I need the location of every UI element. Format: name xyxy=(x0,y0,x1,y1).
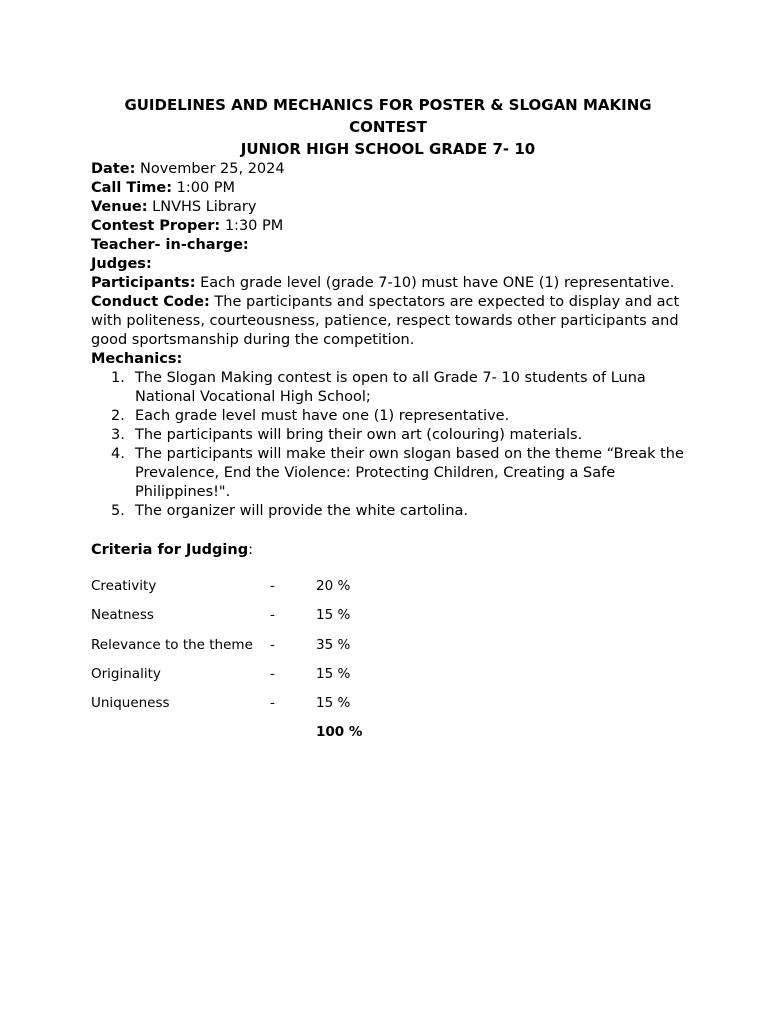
criterion-name: Neatness xyxy=(91,607,154,624)
list-item-number: 2. xyxy=(111,408,125,424)
mechanics-list xyxy=(91,369,686,521)
judges-label: Judges: xyxy=(91,256,152,272)
contest-proper-label: Contest Proper: xyxy=(91,218,221,234)
document-title xyxy=(80,94,696,160)
list-item xyxy=(91,369,686,407)
conduct-code-label: Conduct Code: xyxy=(91,294,210,310)
criterion-name: Uniqueness xyxy=(91,695,170,712)
criterion-dash: - xyxy=(270,578,275,594)
teacher-row xyxy=(91,236,686,255)
criterion-percent: 15 % xyxy=(316,695,351,712)
mechanics-heading-row xyxy=(91,350,686,369)
criterion-percent: 35 % xyxy=(316,636,351,653)
list-item xyxy=(91,502,686,521)
table-row xyxy=(91,637,491,666)
date-label: Date: xyxy=(91,161,136,177)
list-item-text: Each grade level must have one (1) representative. xyxy=(135,408,510,424)
criterion-dash: - xyxy=(270,607,275,624)
list-item xyxy=(91,407,686,426)
criteria-heading-colon: : xyxy=(248,542,253,558)
participants-value: Each grade level (grade 7-10) must have ONE (1) representative. xyxy=(195,275,675,291)
list-item-number: 4. xyxy=(111,446,125,462)
list-item-text: The participants will bring their own art (colouring) materials. xyxy=(135,427,583,443)
criterion-dash: - xyxy=(270,695,275,712)
call-time-label: Call Time: xyxy=(91,180,173,196)
list-item-text: The Slogan Making contest is open to all Grade 7- 10 students of Luna National Vocational High School; xyxy=(135,370,646,405)
criterion-dash: - xyxy=(270,636,275,653)
criterion-percent: 15 % xyxy=(316,665,351,682)
criterion-percent: 20 % xyxy=(316,578,351,594)
teacher-label: Teacher- in-charge: xyxy=(91,237,249,253)
table-row xyxy=(91,578,491,607)
call-time-value: 1:00 PM xyxy=(172,180,236,196)
table-row xyxy=(91,666,491,695)
criteria-table xyxy=(91,578,491,724)
criteria-total: 100 % xyxy=(316,724,363,740)
list-item xyxy=(91,445,686,502)
criterion-name: Originality xyxy=(91,665,161,682)
criterion-percent: 15 % xyxy=(316,607,351,624)
table-row xyxy=(91,607,491,636)
mechanics-heading: Mechanics: xyxy=(91,351,183,367)
venue-row xyxy=(91,198,686,217)
contest-proper-row xyxy=(91,217,686,236)
list-item xyxy=(91,426,686,445)
date-value: November 25, 2024 xyxy=(135,161,285,177)
list-item-text: The organizer will provide the white cartolina. xyxy=(135,503,468,519)
call-time-row xyxy=(91,179,686,198)
criteria-heading xyxy=(91,541,253,560)
conduct-code-value: The participants and spectators are expected to display and act with politeness, courteousness, patience, respect towards other participants and good sportsmanship during the competition. xyxy=(91,294,680,348)
contest-proper-value: 1:30 PM xyxy=(220,218,284,234)
list-item-number: 3. xyxy=(111,427,125,443)
criterion-name: Creativity xyxy=(91,578,157,594)
title-line-1: GUIDELINES AND MECHANICS FOR POSTER & SLOGAN MAKING xyxy=(124,96,652,114)
title-line-3: JUNIOR HIGH SCHOOL GRADE 7- 10 xyxy=(240,140,536,158)
date-row xyxy=(91,160,686,179)
list-item-text: The participants will make their own slogan based on the theme “Break the Prevalence, End the Violence: Protecting Children, Creating a Safe Philippines!". xyxy=(135,446,684,500)
venue-value: LNVHS Library xyxy=(147,199,257,215)
criterion-dash: - xyxy=(270,665,275,682)
criteria-heading-text: Criteria for Judging xyxy=(91,542,249,558)
conduct-code-row xyxy=(91,293,686,350)
list-item-number: 1. xyxy=(111,370,125,386)
criterion-name: Relevance to the theme xyxy=(91,636,253,653)
participants-row xyxy=(91,274,686,293)
list-item-number: 5. xyxy=(111,503,125,519)
venue-label: Venue: xyxy=(91,199,148,215)
table-row xyxy=(91,695,491,724)
document-body xyxy=(91,160,686,521)
judges-row xyxy=(91,255,686,274)
participants-label: Participants: xyxy=(91,275,196,291)
title-line-2: CONTEST xyxy=(349,118,427,136)
